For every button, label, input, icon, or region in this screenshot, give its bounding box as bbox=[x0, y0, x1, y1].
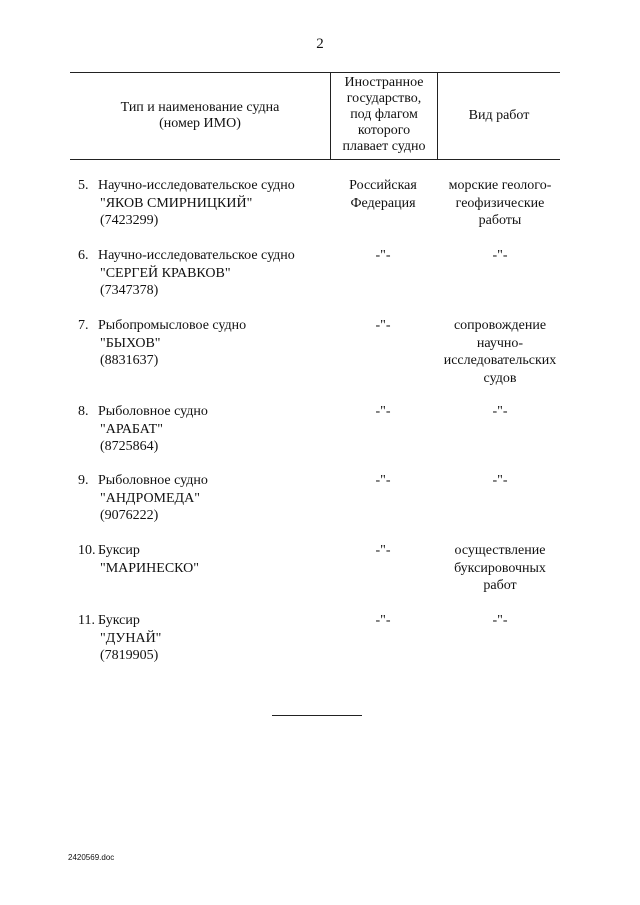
vessel-imo: (7819905) bbox=[100, 648, 159, 663]
table-row-work bbox=[438, 317, 562, 387]
header-vessel-line: Тип и наименование судна bbox=[120, 100, 280, 115]
vessel-imo: (7423299) bbox=[100, 213, 159, 228]
header-work bbox=[438, 108, 560, 124]
header-flag-line: которого bbox=[357, 123, 411, 138]
header-flag-line: Иностранное bbox=[344, 75, 424, 90]
work-line: исследовательских bbox=[443, 353, 557, 368]
table-row-flag bbox=[338, 247, 428, 265]
table-header-top-rule bbox=[70, 72, 560, 73]
vessel-imo: (8725864) bbox=[100, 439, 159, 454]
work-line: сопровождение bbox=[453, 318, 547, 333]
vessel-imo: (7347378) bbox=[100, 283, 159, 298]
row-number: 6. bbox=[78, 248, 89, 263]
table-header-bottom-rule bbox=[70, 159, 560, 160]
vessel-type: Научно-исследовательское судно bbox=[98, 178, 295, 193]
vessel-name: "ДУНАЙ" bbox=[100, 630, 162, 646]
table-row-vessel bbox=[78, 317, 328, 370]
vessel-name: "АНДРОМЕДА" bbox=[100, 490, 200, 506]
table-row-flag bbox=[338, 472, 428, 490]
table-row-vessel bbox=[78, 177, 328, 230]
header-flag-line: государство, bbox=[346, 91, 422, 106]
table-row-flag bbox=[338, 612, 428, 630]
table-row-vessel bbox=[78, 612, 328, 665]
table-row-vessel bbox=[78, 247, 328, 300]
row-number: 5. bbox=[78, 178, 89, 193]
table-row-flag bbox=[338, 542, 428, 560]
vessel-imo: (8831637) bbox=[100, 353, 159, 368]
document-reference: 2420569.doc bbox=[68, 853, 115, 862]
vessel-type: Рыболовное судно bbox=[98, 473, 208, 488]
table-row-vessel bbox=[78, 403, 328, 456]
work-line: -"- bbox=[492, 613, 508, 628]
work-line: -"- bbox=[492, 473, 508, 488]
header-flag-line: плавает судно bbox=[342, 139, 426, 154]
table-row-vessel bbox=[78, 542, 328, 577]
vessel-imo: (9076222) bbox=[100, 508, 159, 523]
vessel-type: Научно-исследовательское судно bbox=[98, 248, 295, 263]
work-line: геофизические bbox=[455, 195, 545, 211]
table-row-work bbox=[438, 247, 562, 265]
flag-line: -"- bbox=[375, 543, 391, 558]
vessel-type: Рыболовное судно bbox=[98, 404, 208, 419]
flag-line: -"- bbox=[375, 473, 391, 488]
row-number: 11. bbox=[78, 613, 95, 628]
table-row-work bbox=[438, 403, 562, 421]
work-line: научно- bbox=[476, 335, 524, 351]
vessel-name: "ЯКОВ СМИРНИЦКИЙ" bbox=[100, 195, 253, 211]
work-line: судов bbox=[483, 370, 517, 386]
flag-line: -"- bbox=[375, 248, 391, 263]
flag-line: -"- bbox=[375, 318, 391, 333]
header-work-line: Вид работ bbox=[468, 108, 530, 123]
header-flag bbox=[331, 75, 437, 155]
flag-line: Российская bbox=[349, 178, 417, 193]
vessel-type: Рыбопромысловое судно bbox=[98, 318, 247, 333]
table-row-work bbox=[438, 612, 562, 630]
flag-line: Федерация bbox=[350, 195, 416, 211]
page-number: 2 bbox=[316, 36, 324, 52]
header-flag-line: под флагом bbox=[350, 107, 418, 122]
table-row-work bbox=[438, 472, 562, 490]
row-number: 10. bbox=[78, 543, 96, 558]
vessel-name: "АРАБАТ" bbox=[100, 421, 163, 437]
header-vessel bbox=[70, 100, 330, 132]
table-row-vessel bbox=[78, 472, 328, 525]
row-number: 9. bbox=[78, 473, 89, 488]
vessel-type: Буксир bbox=[98, 613, 140, 628]
header-vessel-line: (номер ИМО) bbox=[159, 116, 241, 131]
table-row-work bbox=[438, 177, 562, 230]
table-row-flag bbox=[338, 177, 428, 212]
row-number: 8. bbox=[78, 404, 89, 419]
work-line: -"- bbox=[492, 248, 508, 263]
table-row-flag bbox=[338, 403, 428, 421]
vessel-name: "МАРИНЕСКО" bbox=[100, 560, 199, 576]
work-line: работы bbox=[478, 213, 522, 228]
row-number: 7. bbox=[78, 318, 89, 333]
work-line: осуществление bbox=[454, 543, 546, 558]
work-line: буксировочных bbox=[454, 560, 546, 576]
table-row-work bbox=[438, 542, 562, 595]
work-line: работ bbox=[483, 578, 517, 593]
vessel-name: "СЕРГЕЙ КРАВКОВ" bbox=[100, 265, 231, 281]
flag-line: -"- bbox=[375, 404, 391, 419]
table-row-flag bbox=[338, 317, 428, 335]
flag-line: -"- bbox=[375, 613, 391, 628]
work-line: -"- bbox=[492, 404, 508, 419]
vessel-type: Буксир bbox=[98, 543, 140, 558]
end-divider bbox=[272, 715, 362, 716]
vessel-name: "БЫХОВ" bbox=[100, 335, 161, 351]
work-line: морские геолого- bbox=[448, 178, 552, 193]
